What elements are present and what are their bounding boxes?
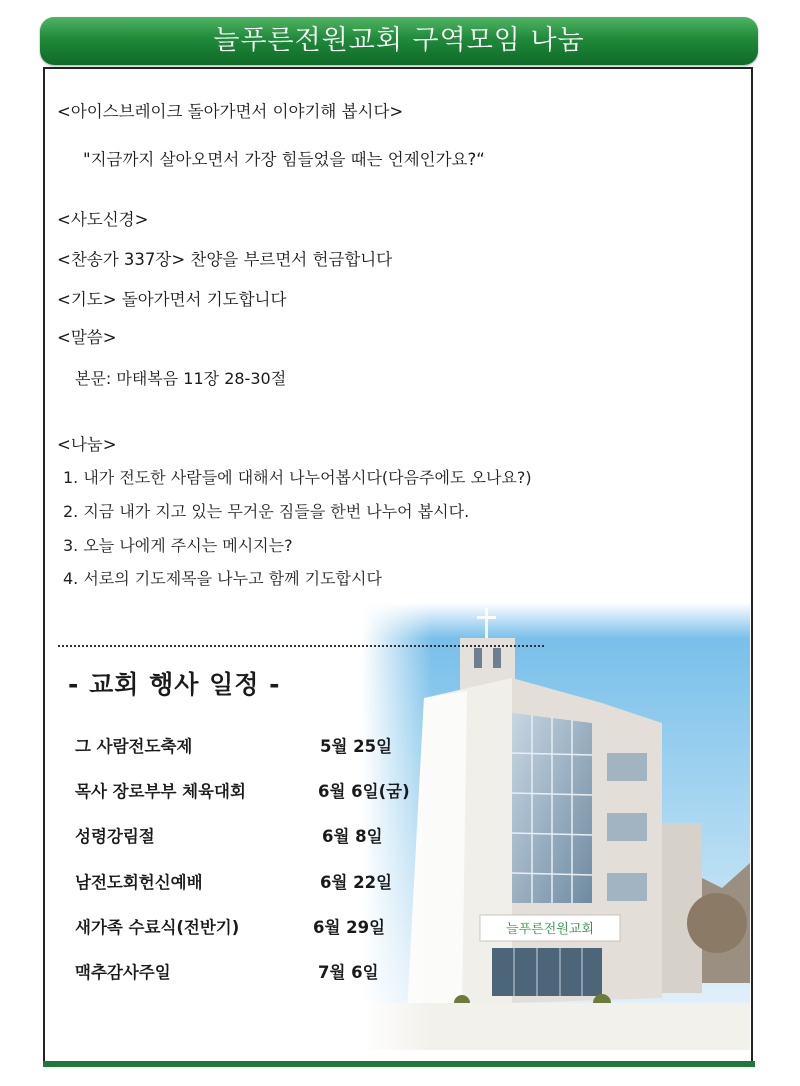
icebreak-question: "지금까지 살아오면서 가장 힘들었을 때는 언제인가요?“ xyxy=(83,150,485,169)
event-name: 새가족 수료식(전반기) xyxy=(75,918,240,937)
event-date: 5월 25일 xyxy=(320,737,393,756)
event-name: 그 사람전도축제 xyxy=(75,737,193,756)
creed-line: <사도신경> xyxy=(57,210,149,229)
sharing-heading: <나눔> xyxy=(57,435,117,454)
event-name: 목사 장로부부 체육대회 xyxy=(75,782,246,801)
section-divider xyxy=(58,645,544,647)
hymn-line: <찬송가 337장> 찬양을 부르면서 헌금합니다 xyxy=(57,250,393,269)
page-title: 늘푸른전원교회 구역모임 나눔 xyxy=(213,25,585,56)
sharing-item-4: 4. 서로의 기도제목을 나누고 함께 기도합시다 xyxy=(63,569,382,588)
event-name: 맥추감사주일 xyxy=(75,963,171,982)
sharing-item-3: 3. 오늘 나에게 주시는 메시지는? xyxy=(63,536,293,555)
church-photo xyxy=(362,603,750,1050)
word-heading: <말씀> xyxy=(57,328,117,347)
event-date: 6월 8일 xyxy=(322,827,383,846)
icebreak-heading: <아이스브레이크 돌아가면서 이야기해 봅시다> xyxy=(57,102,404,121)
event-date: 6월 6일(굼) xyxy=(318,782,410,801)
event-date: 6월 22일 xyxy=(320,873,393,892)
sharing-item-2: 2. 지금 내가 지고 있는 무거운 짐들을 한번 나누어 봅시다. xyxy=(63,502,470,521)
prayer-line: <기도> 돌아가면서 기도합니다 xyxy=(57,290,287,309)
scripture-text: 본문: 마태복음 11장 28-30절 xyxy=(75,369,287,388)
event-name: 성령강림절 xyxy=(75,827,155,846)
event-name: 남전도회헌신예배 xyxy=(75,873,203,892)
title-banner xyxy=(40,17,758,65)
schedule-heading: - 교회 행사 일정 - xyxy=(68,670,281,699)
sharing-item-1: 1. 내가 전도한 사람들에 대해서 나누어봅시다(다음주에도 오나요?) xyxy=(63,468,532,487)
event-date: 6월 29일 xyxy=(313,918,386,937)
frame-bottom-bar xyxy=(43,1061,755,1067)
event-date: 7월 6일 xyxy=(318,963,379,982)
